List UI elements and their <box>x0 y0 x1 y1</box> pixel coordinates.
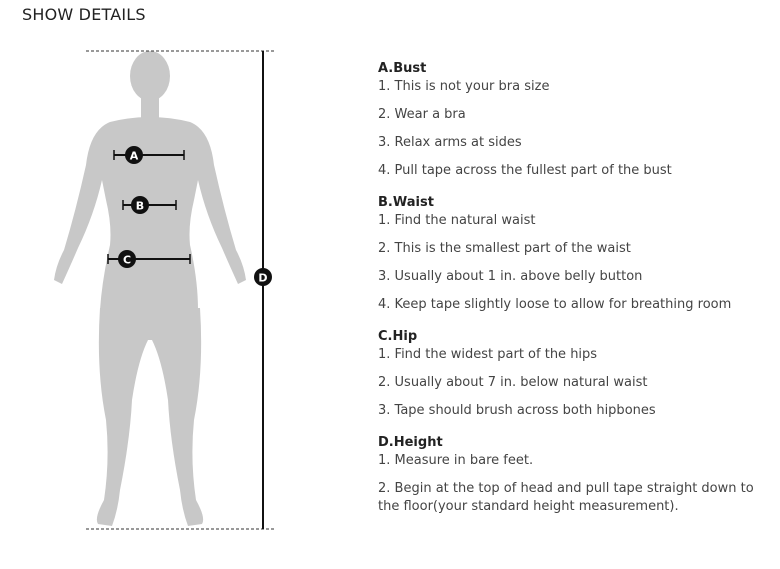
instruction-step: 2. Begin at the top of head and pull tape straight down to the floor(your standard height measurement). <box>378 481 754 514</box>
instruction-step: 3. Tape should brush across both hipbones <box>378 403 656 418</box>
section-hip <box>378 328 768 430</box>
section-heading: B.Waist <box>378 195 434 210</box>
instruction-step: 4. Pull tape across the fullest part of the bust <box>378 163 672 178</box>
section-heading: A.Bust <box>378 61 427 76</box>
instruction-step: 1. This is not your bra size <box>378 79 550 94</box>
page-title: SHOW DETAILS <box>22 5 146 24</box>
instruction-step: 2. Wear a bra <box>378 107 466 122</box>
instruction-step: 4. Keep tape slightly loose to allow for breathing room <box>378 297 732 312</box>
instruction-step: 1. Find the natural waist <box>378 213 536 228</box>
instruction-step: 3. Relax arms at sides <box>378 135 522 150</box>
instruction-step: 1. Measure in bare feet. <box>378 453 534 468</box>
marker-b-label: B <box>135 199 145 213</box>
section-height <box>378 434 768 516</box>
marker-d-label: D <box>258 271 268 285</box>
section-heading: C.Hip <box>378 329 418 344</box>
instruction-step: 3. Usually about 1 in. above belly button <box>378 269 643 284</box>
body-measurement-figure <box>0 40 300 540</box>
section-heading: D.Height <box>378 435 443 450</box>
body-silhouette <box>54 51 246 526</box>
instruction-step: 2. This is the smallest part of the waist <box>378 241 631 256</box>
section-waist <box>378 194 768 324</box>
marker-c-label: C <box>122 253 132 267</box>
instruction-step: 1. Find the widest part of the hips <box>378 347 598 362</box>
instruction-step: 2. Usually about 7 in. below natural waist <box>378 375 648 390</box>
section-bust <box>378 60 768 190</box>
measurement-instructions <box>378 60 768 520</box>
marker-a-label: A <box>129 149 139 163</box>
